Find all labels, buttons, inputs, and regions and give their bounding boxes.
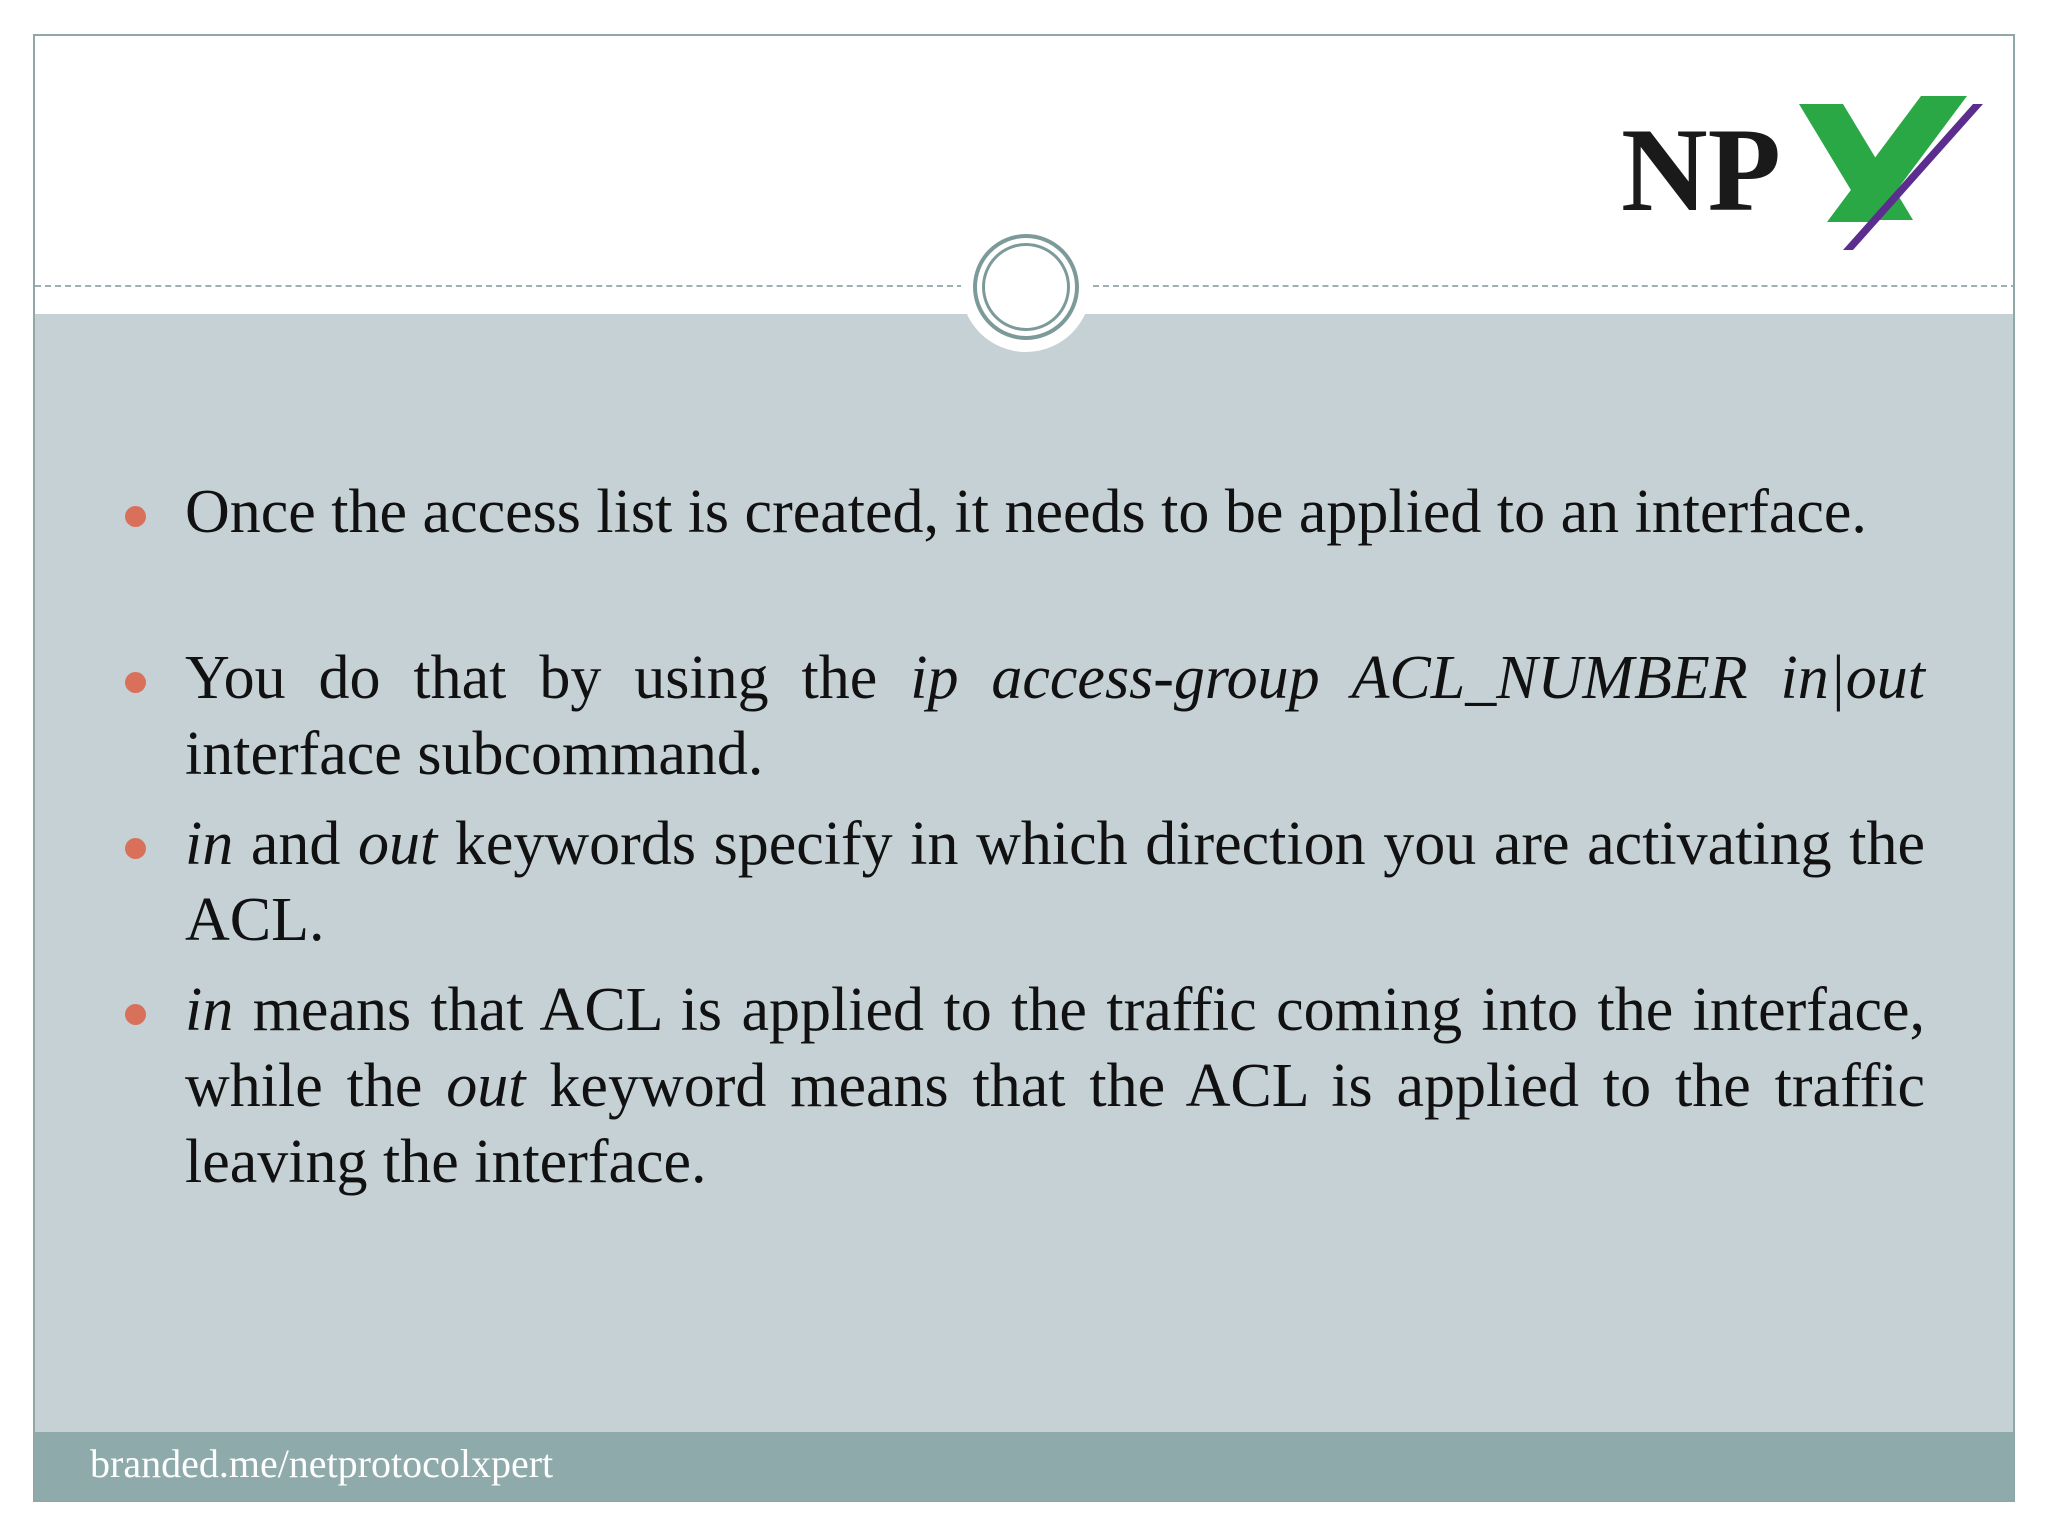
slide-footer: [35, 1432, 2013, 1502]
bullet-text-italic: in: [185, 976, 234, 1044]
logo-letters: NP: [1621, 103, 1781, 236]
bullet-dot: [125, 672, 146, 693]
npx-logo: [1621, 82, 2001, 252]
bullet-text: keywords specify in which direction you are activating the ACL.: [185, 810, 1925, 954]
bullet-dot: [125, 506, 146, 527]
footer-url: branded.me/netprotocolxpert: [90, 1441, 554, 1486]
bullet-item: [185, 806, 1925, 958]
header-medallion: [961, 222, 1091, 352]
bullet-text: Once the access list is created, it needs to be applied to an interface.: [185, 478, 1867, 546]
bullet-dot: [125, 838, 146, 859]
slide: [33, 34, 2015, 1502]
bullet-text-italic: out: [446, 1052, 526, 1120]
bullet-text-italic: ip access-group ACL_NUMBER in|out: [910, 644, 1926, 712]
bullet-text: You do that by using the: [185, 644, 911, 712]
bullet-text-italic: in: [185, 810, 234, 878]
header-divider-right: [1093, 285, 2015, 287]
bullet-text-italic: out: [358, 810, 438, 878]
bullet-text: means that ACL is applied to the traffic coming into the interface, while the: [185, 976, 1925, 1120]
medallion-inner-ring: [982, 243, 1070, 331]
bullet-item: [185, 474, 1925, 550]
bullet-item: [185, 640, 1925, 792]
bullet-text: keyword means that the ACL is applied to the traffic leaving the interface.: [185, 1052, 1925, 1196]
bullet-text: interface subcommand.: [185, 720, 764, 788]
slide-content: [35, 314, 2013, 1432]
bullet-item: [185, 972, 1925, 1200]
bullet-dot: [125, 1004, 146, 1025]
header-divider-left: [35, 285, 963, 287]
bullet-text: and: [233, 810, 359, 878]
